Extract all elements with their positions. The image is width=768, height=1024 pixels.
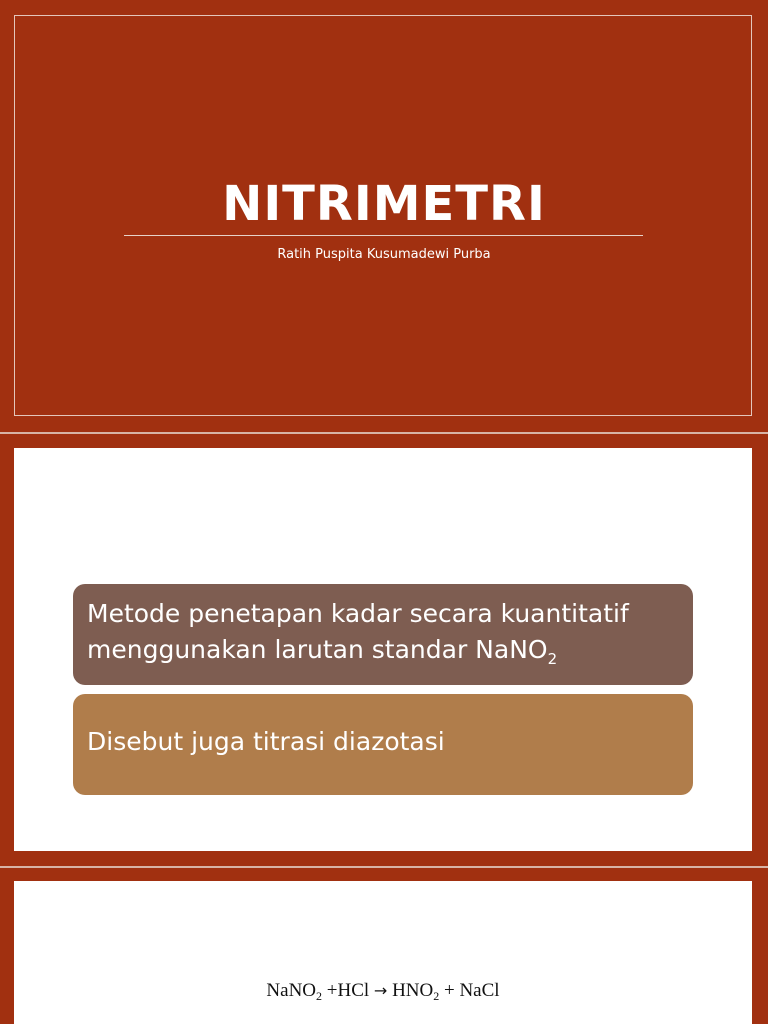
- slide-title-text: NITRIMETRI: [222, 176, 546, 232]
- subscript: 2: [547, 650, 558, 668]
- slide-title: [0, 0, 768, 432]
- slide-definition: [0, 434, 768, 866]
- slide-content-panel: [14, 448, 752, 851]
- definition-line-2-text: menggunakan larutan standar NaNO: [87, 635, 548, 664]
- slide-reaction: [0, 868, 768, 1024]
- subscript: 2: [433, 989, 440, 1003]
- alias-box: [73, 694, 693, 795]
- slide-content-panel: [14, 881, 752, 1024]
- product-hno: HNO: [387, 980, 434, 1001]
- reactant-nano: NaNO: [266, 980, 317, 1001]
- definition-line-2: [87, 632, 693, 668]
- definition-box: [73, 584, 693, 685]
- product-nacl: + NaCl: [439, 980, 500, 1001]
- reaction-equation: [14, 979, 752, 1003]
- reaction-arrow-icon: →: [373, 981, 388, 1000]
- alias-text: Disebut juga titrasi diazotasi: [87, 727, 445, 756]
- slide-subtitle-author: Ratih Puspita Kusumadewi Purba: [277, 247, 491, 262]
- reactant-hcl: +HCl: [322, 980, 374, 1001]
- definition-line-1: Metode penetapan kadar secara kuantitatif: [87, 599, 629, 628]
- title-divider: [124, 235, 643, 236]
- subscript: 2: [316, 989, 323, 1003]
